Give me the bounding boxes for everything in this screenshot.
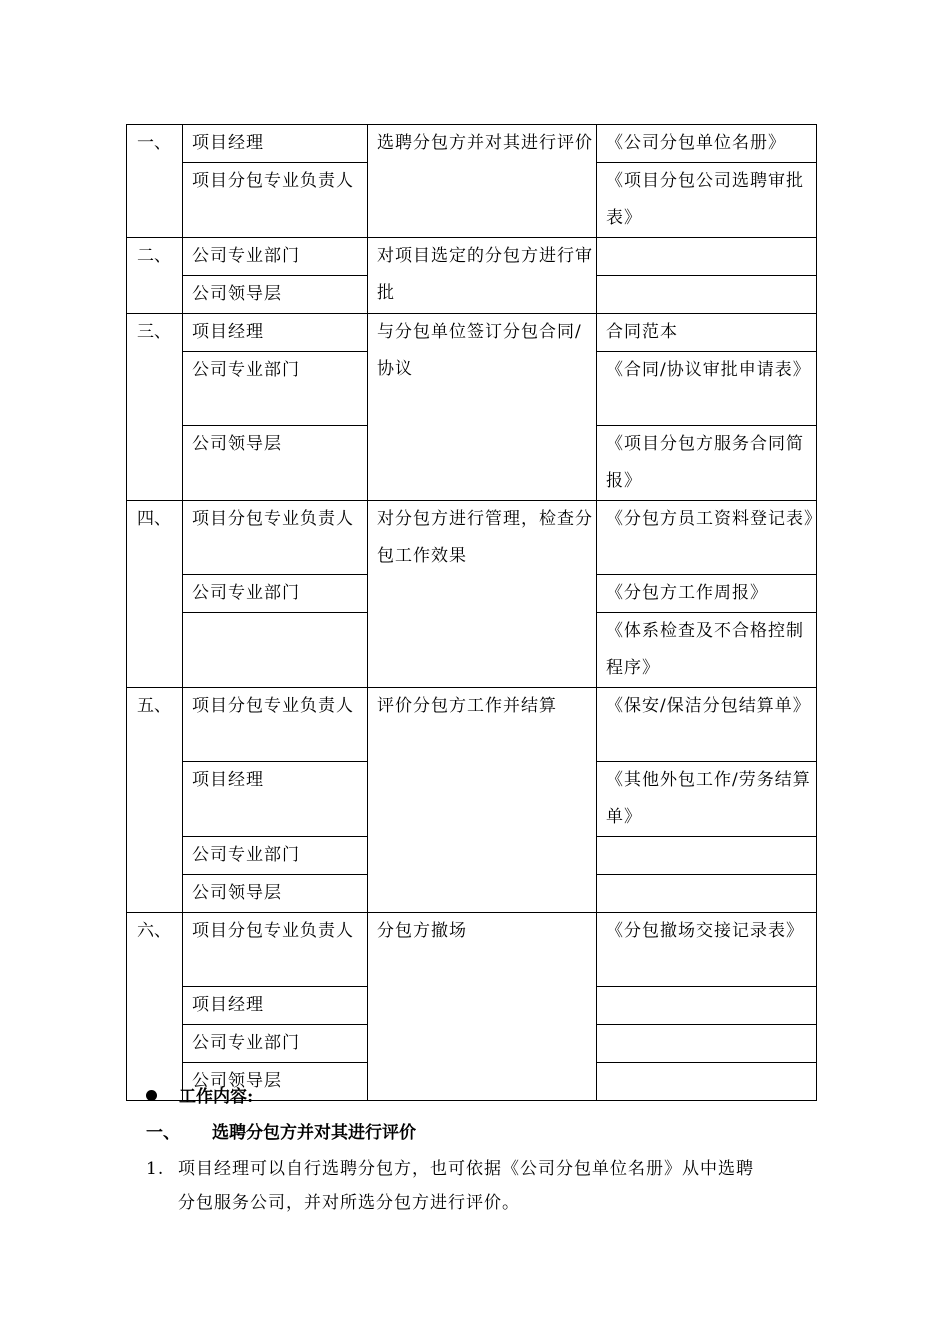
document-name: 《项目分包公司选聘审批表》: [597, 163, 817, 238]
document-name: [597, 238, 817, 276]
responsible-person: 项目分包专业负责人: [183, 501, 368, 575]
step-number: 二、: [127, 238, 183, 314]
document-name: 《体系检查及不合格控制程序》: [597, 613, 817, 688]
document-name: 《项目分包方服务合同简报》: [597, 426, 817, 501]
document-name: 《其他外包工作/劳务结算单》: [597, 762, 817, 837]
step-number: 四、: [127, 501, 183, 688]
table-row: [127, 501, 817, 575]
responsible-person: [183, 613, 368, 688]
task-description: 选聘分包方并对其进行评价: [368, 125, 597, 238]
document-name: [597, 1025, 817, 1063]
task-description: 对项目选定的分包方进行审批: [368, 238, 597, 314]
responsible-person: 项目经理: [183, 314, 368, 352]
responsible-person: 公司领导层: [183, 426, 368, 501]
responsible-person: 公司专业部门: [183, 238, 368, 276]
document-name: 合同范本: [597, 314, 817, 352]
responsibility-table: [126, 124, 822, 1101]
task-description: 与分包单位签订分包合同/协议: [368, 314, 597, 501]
list-item-continuation: 分包服务公司，并对所选分包方进行评价。: [178, 1193, 520, 1213]
responsible-person: 项目分包专业负责人: [183, 688, 368, 762]
list-item: [146, 1152, 816, 1220]
bullet-icon: [146, 1090, 157, 1101]
document-name: 《分包方员工资料登记表》: [597, 501, 817, 575]
list-item-number: 1.: [146, 1159, 165, 1179]
responsible-person: 公司专业部门: [183, 575, 368, 613]
responsible-person: 公司领导层: [183, 1063, 368, 1101]
section-title: [146, 1120, 416, 1146]
responsible-person: 项目经理: [183, 762, 368, 837]
document-name: 《公司分包单位名册》: [597, 125, 817, 163]
list-item-text: 项目经理可以自行选聘分包方，也可依据《公司分包单位名册》从中选聘: [178, 1159, 754, 1179]
table-row: [127, 314, 817, 352]
table-row: [127, 125, 817, 163]
responsible-person: 公司专业部门: [183, 1025, 368, 1063]
heading-text: 工作内容:: [179, 1087, 254, 1107]
work-content-heading: [146, 1084, 253, 1110]
task-description: 分包方撤场: [368, 913, 597, 1101]
document-name: 《合同/协议审批申请表》: [597, 352, 817, 426]
responsible-person: 公司专业部门: [183, 837, 368, 875]
table-row: [127, 913, 817, 987]
responsible-person: 项目分包专业负责人: [183, 163, 368, 238]
document-name: 《分包撤场交接记录表》: [597, 913, 817, 987]
task-description: 评价分包方工作并结算: [368, 688, 597, 913]
responsible-person: 公司领导层: [183, 875, 368, 913]
table-row: [127, 688, 817, 762]
responsible-person: 公司专业部门: [183, 352, 368, 426]
document-name: [597, 276, 817, 314]
step-number: 一、: [127, 125, 183, 238]
responsible-person: 项目经理: [183, 125, 368, 163]
section-number: 一、: [146, 1123, 180, 1143]
list-item-line: [146, 1152, 816, 1186]
step-number: 三、: [127, 314, 183, 501]
step-number: 六、: [127, 913, 183, 1101]
responsible-person: 公司领导层: [183, 276, 368, 314]
section-title-text: 选聘分包方并对其进行评价: [212, 1123, 416, 1143]
task-description: 对分包方进行管理，检查分包工作效果: [368, 501, 597, 688]
responsible-person: 项目分包专业负责人: [183, 913, 368, 987]
responsible-person: 项目经理: [183, 987, 368, 1025]
step-number: 五、: [127, 688, 183, 913]
table-row: [127, 238, 817, 276]
document-name: [597, 875, 817, 913]
document-name: [597, 1063, 817, 1101]
document-name: 《保安/保洁分包结算单》: [597, 688, 817, 762]
document-name: [597, 987, 817, 1025]
document-name: [597, 837, 817, 875]
document-name: 《分包方工作周报》: [597, 575, 817, 613]
